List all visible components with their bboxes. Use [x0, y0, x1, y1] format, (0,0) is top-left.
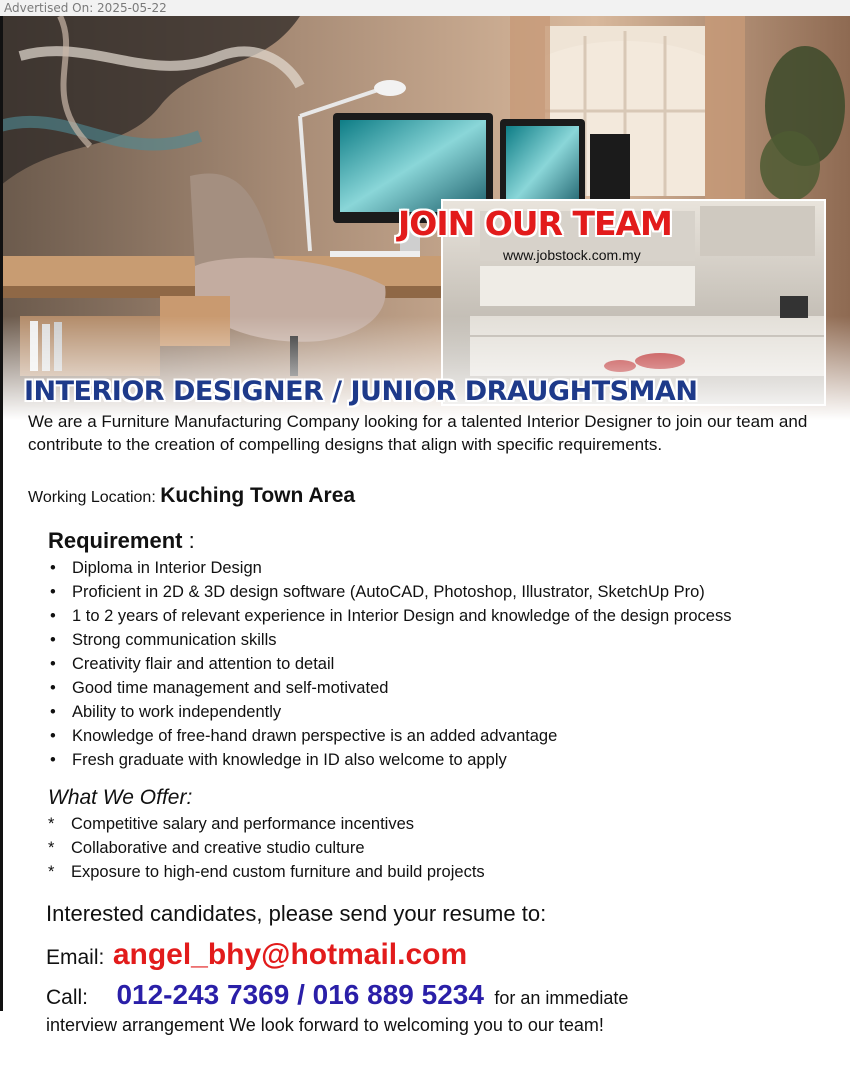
location-value: Kuching Town Area [160, 484, 356, 507]
job-title: INTERIOR DESIGNER / JUNIOR DRAUGHTSMAN [24, 376, 698, 407]
call-label: Call: [46, 986, 89, 1009]
phone-numbers[interactable]: 012-243 7369 / 016 889 5234 [116, 979, 484, 1010]
offer-list [48, 812, 485, 884]
list-item: • 1 to 2 years of relevant experience in Interior Design and knowledge of the design process [50, 607, 732, 625]
website-link[interactable]: www.jobstock.com.my [503, 247, 641, 263]
working-location [28, 484, 355, 508]
list-item: * Competitive salary and performance incentives [48, 815, 414, 833]
email-link[interactable]: angel_bhy@hotmail.com [112, 938, 468, 971]
advertised-date: Advertised On: 2025-05-22 [4, 1, 167, 15]
call-tail: for an immediate [494, 988, 629, 1008]
requirement-heading: Requirement : [48, 528, 195, 553]
advert-bar [0, 0, 850, 16]
location-label: Working Location: [28, 489, 156, 506]
closing-text: interview arrangement We look forward to welcoming you to our team! [46, 1015, 604, 1035]
list-item: • Strong communication skills [50, 631, 277, 649]
list-item: • Fresh graduate with knowledge in ID also welcome to apply [50, 751, 507, 769]
list-item: • Good time management and self-motivated [50, 679, 389, 697]
apply-instruction: Interested candidates, please send your resume to: [46, 901, 547, 926]
list-item: • Proficient in 2D & 3D design software (AutoCAD, Photoshop, Illustrator, SketchUp Pro) [50, 583, 705, 601]
email-row [46, 938, 467, 972]
intro-paragraph: We are a Furniture Manufacturing Company looking for a talented Interior Designer to join our team and contribute to the creation of compelling designs that align with specific requirements. [28, 412, 808, 454]
list-item: * Collaborative and creative studio culture [48, 839, 365, 857]
list-item: • Ability to work independently [50, 703, 282, 721]
requirement-list [48, 556, 731, 772]
hero-banner [0, 16, 850, 420]
email-label: Email: [46, 946, 105, 969]
offer-heading: What We Offer: [48, 786, 193, 809]
join-our-team-heading: JOIN OUR TEAM [398, 204, 672, 243]
call-row [46, 979, 628, 1011]
list-item: • Creativity flair and attention to detail [50, 655, 335, 673]
list-item: • Diploma in Interior Design [50, 559, 262, 577]
list-item: • Knowledge of free-hand drawn perspective is an added advantage [50, 727, 558, 745]
left-border [0, 16, 3, 1011]
list-item: * Exposure to high-end custom furniture and build projects [48, 863, 485, 881]
